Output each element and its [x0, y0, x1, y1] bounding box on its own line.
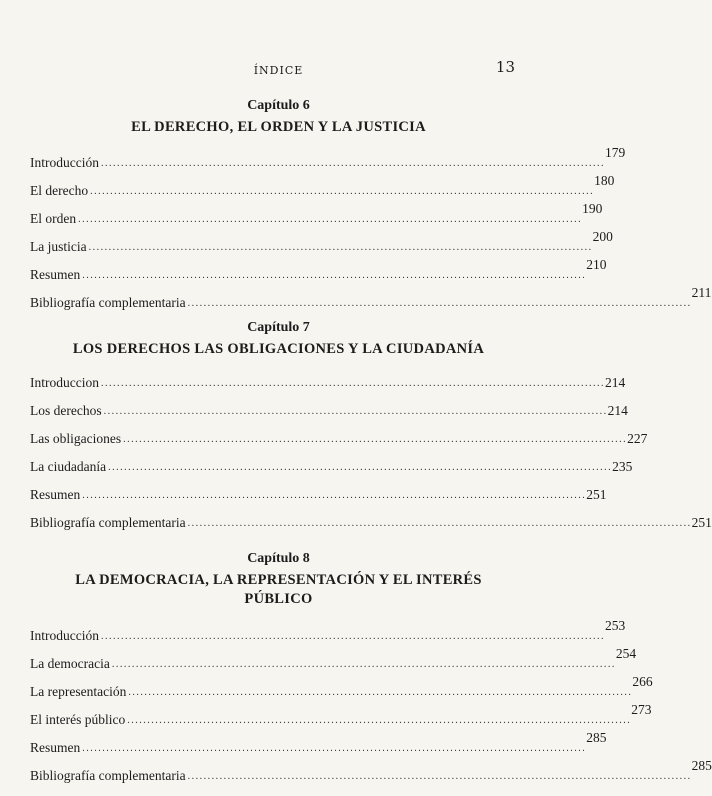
toc-entry-label: Los derechos — [30, 403, 102, 418]
leader-dots: .............................................................................................................................. — [187, 771, 692, 782]
toc-entry-page: 227 — [627, 431, 648, 446]
toc-entry-label: Bibliografía complementaria — [30, 768, 186, 783]
toc-entry-page: 273 — [631, 702, 652, 717]
toc-entry-label: La democracia — [30, 656, 110, 671]
leader-dots: .............................................................................................................................. — [128, 687, 633, 698]
toc-entry-page: 200 — [592, 229, 613, 244]
toc-entry[interactable] — [30, 171, 615, 199]
chapter-number: Capítulo 7 — [247, 320, 310, 335]
toc-entry[interactable] — [30, 756, 712, 784]
toc-entry[interactable] — [30, 644, 637, 672]
toc-list-chapter-6 — [30, 143, 712, 311]
toc-entry[interactable] — [30, 283, 712, 311]
toc-entry-label: El orden — [30, 211, 77, 226]
chapter-title: LOS DERECHOS LAS OBLIGACIONES Y LA CIUDADANÍA — [72, 341, 485, 357]
toc-entry-page: 285 — [586, 730, 607, 745]
toc-entry[interactable] — [30, 616, 626, 644]
toc-entry-label: La justicia — [30, 239, 87, 254]
toc-list-chapter-8 — [30, 616, 712, 784]
toc-entry-label: La ciudadanía — [30, 459, 107, 474]
toc-entry-page: 179 — [604, 145, 626, 160]
toc-entry[interactable] — [30, 199, 603, 227]
chapter-number: Capítulo 6 — [247, 98, 310, 113]
toc-entry-page: 251 — [586, 487, 607, 502]
toc-entry[interactable] — [30, 728, 607, 756]
toc-entry-page: 190 — [582, 201, 603, 216]
chapter-title: LA DEMOCRACIA, LA REPRESENTACIÓN Y EL INTERÉS — [75, 572, 482, 588]
leader-dots: .............................................................................................................................. — [100, 378, 605, 389]
toc-entry-label: El derecho — [30, 183, 89, 198]
toc-entry-label: Introducción — [30, 155, 99, 170]
toc-entry-page: 285 — [691, 758, 712, 773]
toc-entry-label: Resumen — [30, 740, 81, 755]
toc-entry-label: La representación — [30, 684, 127, 699]
leader-dots: .............................................................................................................................. — [82, 490, 587, 501]
toc-entry-label: Introducción — [30, 628, 99, 643]
leader-dots: .............................................................................................................................. — [88, 242, 593, 253]
page-number: 13 — [495, 58, 515, 76]
leader-dots: .............................................................................................................................. — [187, 518, 692, 529]
toc-entry[interactable] — [30, 503, 712, 531]
toc-entry-page: 266 — [632, 674, 653, 689]
leader-dots: .............................................................................................................................. — [82, 270, 587, 281]
leader-dots: .............................................................................................................................. — [108, 462, 613, 473]
toc-entry[interactable] — [30, 227, 613, 255]
toc-entry-page: 254 — [615, 646, 637, 661]
chapter-6 — [0, 98, 557, 137]
toc-entry-page: 214 — [604, 375, 626, 390]
toc-entry-label: Resumen — [30, 487, 81, 502]
leader-dots: .............................................................................................................................. — [103, 406, 608, 417]
leader-dots: .............................................................................................................................. — [123, 434, 628, 445]
toc-entry[interactable] — [30, 700, 652, 728]
toc-entry-page: 214 — [607, 403, 628, 418]
chapter-8 — [0, 551, 557, 609]
leader-dots: .............................................................................................................................. — [90, 186, 595, 197]
toc-entry-label: El interés público — [30, 712, 126, 727]
toc-entry[interactable] — [30, 391, 628, 419]
toc-entry[interactable] — [30, 419, 648, 447]
toc-list-chapter-7 — [30, 363, 712, 531]
toc-entry-label: Introduccion — [30, 375, 99, 390]
leader-dots: .............................................................................................................................. — [127, 715, 632, 726]
toc-entry[interactable] — [30, 143, 626, 171]
leader-dots: .............................................................................................................................. — [100, 631, 605, 642]
chapter-7 — [0, 320, 557, 359]
leader-dots: .............................................................................................................................. — [100, 158, 605, 169]
toc-entry-label: Resumen — [30, 267, 81, 282]
chapter-title-continued: PÚBLICO — [244, 591, 313, 607]
running-header-title: ÍNDICE — [253, 64, 304, 77]
chapter-title: EL DERECHO, EL ORDEN Y LA JUSTICIA — [131, 119, 426, 135]
toc-entry-page: 251 — [691, 515, 712, 530]
toc-entry-page: 235 — [612, 459, 633, 474]
chapter-number: Capítulo 8 — [247, 551, 310, 566]
toc-entry[interactable] — [30, 475, 607, 503]
leader-dots: .............................................................................................................................. — [111, 659, 616, 670]
toc-entry-label: Las obligaciones — [30, 431, 122, 446]
toc-entry[interactable] — [30, 447, 633, 475]
toc-entry-page: 211 — [691, 285, 712, 300]
toc-entry[interactable] — [30, 255, 607, 283]
leader-dots: .............................................................................................................................. — [82, 743, 587, 754]
toc-entry-page: 210 — [586, 257, 607, 272]
toc-entry-label: Bibliografía complementaria — [30, 515, 186, 530]
toc-entry-label: Bibliografía complementaria — [30, 295, 186, 310]
toc-entry[interactable] — [30, 672, 653, 700]
leader-dots: .............................................................................................................................. — [187, 298, 692, 309]
toc-entry[interactable] — [30, 363, 626, 391]
toc-entry-page: 180 — [594, 173, 615, 188]
toc-entry-page: 253 — [604, 618, 626, 633]
leader-dots: .............................................................................................................................. — [78, 214, 583, 225]
